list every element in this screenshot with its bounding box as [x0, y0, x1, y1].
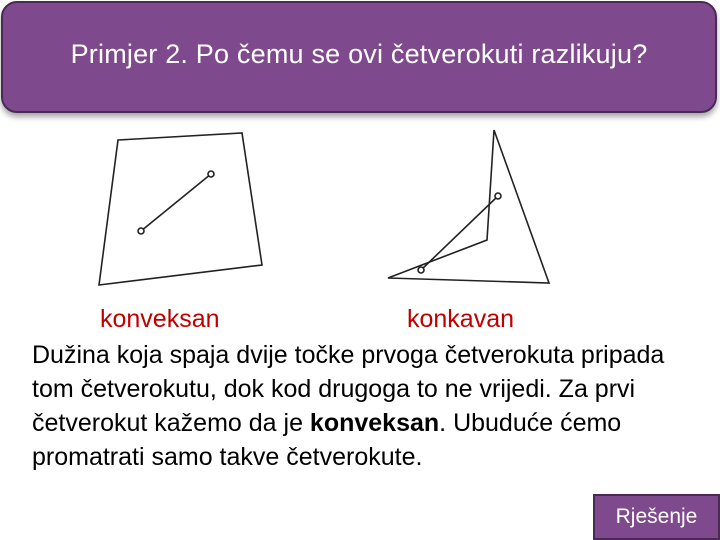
concave-quadrilateral-outline [388, 130, 549, 283]
explanation-part2: . Ubuduće ćemo promatrati samo takve četverokute. [32, 409, 622, 471]
convex-segment [141, 174, 211, 231]
explanation-part1: Dužina koja spaja dvije točke prvoga četverokuta pripada tom četverokutu, dok kod drugoga to ne vrijedi. Za prvi četverokut kažemo da je [32, 341, 665, 437]
convex-quadrilateral-outline [99, 133, 262, 285]
convex-label: konveksan [100, 305, 220, 333]
page-title: Primjer 2. Po čemu se ovi četverokuti razlikuju? [70, 38, 648, 69]
explanation-text [32, 338, 712, 474]
solution-button[interactable]: Rješenje [593, 494, 720, 540]
explanation-emphasis: konveksan [309, 409, 440, 437]
convex-quadrilateral [99, 133, 262, 285]
concave-segment [421, 196, 498, 270]
concave-point-a [418, 267, 424, 273]
convex-point-b [208, 171, 214, 177]
concave-label: konkavan [407, 305, 515, 333]
concave-point-b [495, 193, 501, 199]
concave-quadrilateral [388, 130, 549, 283]
convex-point-a [138, 228, 144, 234]
